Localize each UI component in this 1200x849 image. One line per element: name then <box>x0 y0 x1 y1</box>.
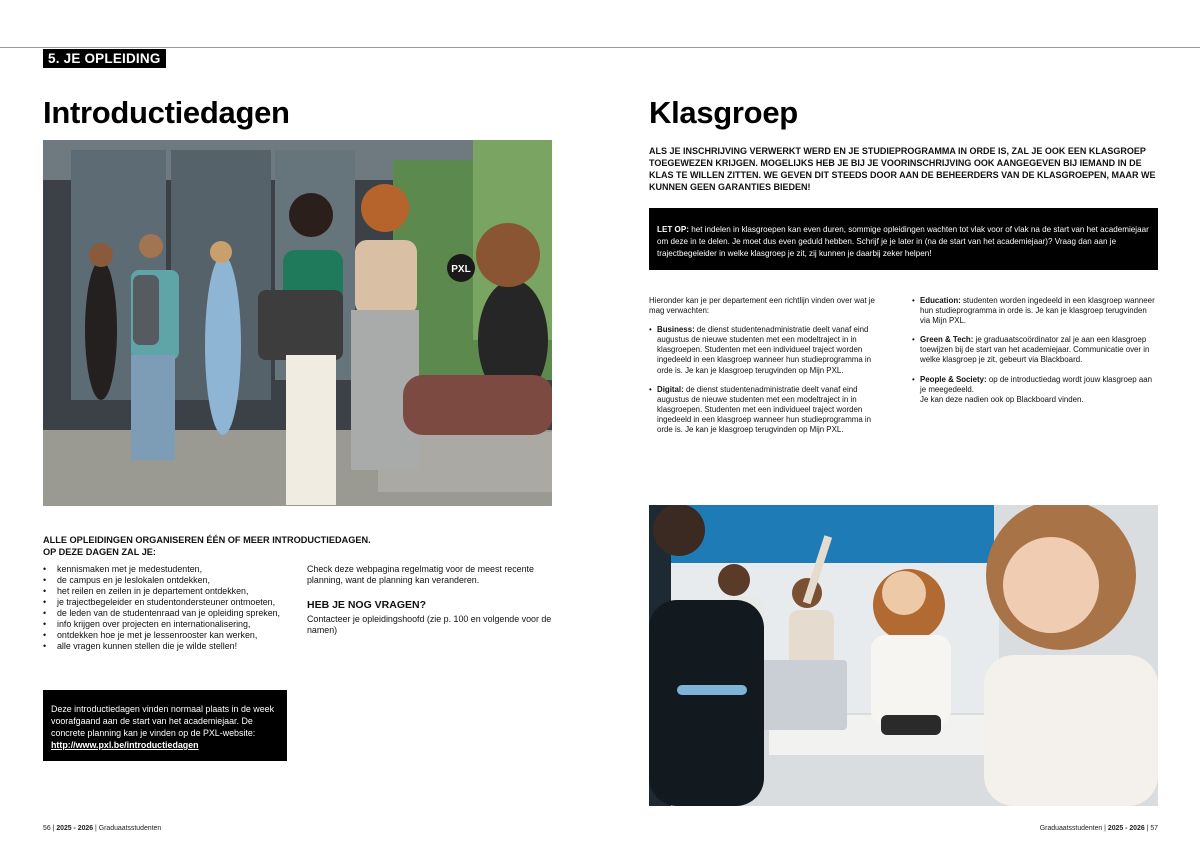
department-text: je graduaatscoördinator zal je aan een klasgroep toewijzen bij de start van het academiejaar. Communicatie over in welke klasgroep je zit, gebeurt via Blackboard. <box>920 335 1150 365</box>
faq-text: Contacteer je opleidingshoofd (zie p. 100 en volgende voor de namen) <box>307 614 552 635</box>
list-item: • kennismaken met je medestudenten, <box>43 564 288 575</box>
footer-separator: | <box>95 825 97 832</box>
list-item: • het reilen en zeilen in je departement ontdekken, <box>43 586 288 597</box>
list-item: • de campus en je leslokalen ontdekken, <box>43 575 288 586</box>
department-text: studenten worden ingedeeld in een klasgroep wanneer hun studieprogramma in orde is. Je kan je klasgroep terugvinden via Mijn PXL. <box>920 296 1155 326</box>
department-text: op de introductiedag wordt jouw klasgroep aan je meegedeeld. <box>920 374 1153 394</box>
department-name: Education: <box>920 296 961 305</box>
footer-separator: | <box>52 825 55 832</box>
list-item: • alle vragen kunnen stellen die je wilde stellen! <box>43 641 288 652</box>
department-item-people-society <box>912 375 1158 405</box>
department-item-education <box>912 296 1158 326</box>
footer-separator: | <box>1104 825 1106 832</box>
pxl-sign: PXL <box>451 264 471 275</box>
klasgroep-intro: ALS JE INSCHRIJVING VERWERKT WERD EN JE STUDIEPROGRAMMA IN ORDE IS, ZAL JE OOK EEN KLASGROEP TOEGEWEZEN KRIJGEN. MOGELIJKS HEB JE BIJ JE VOORINSCHRIJVING OOK AANGEGEVEN BIJ IEMAND IN DE KLAS TE WILLEN ZITTEN. WE GEVEN DIT STEEDS DOOR AAN DE BEHEERDERS VAN DE KLASGROEPEN, MAAR WE KUNNEN GEEN GARANTIES BIEDEN! <box>649 146 1156 192</box>
department-item-green-tech <box>912 335 1158 365</box>
intro-heading: ALLE OPLEIDINGEN ORGANISEREN ÉÉN OF MEER INTRODUCTIEDAGEN. OP DEZE DAGEN ZAL JE: <box>43 535 371 557</box>
department-item-business <box>649 325 889 375</box>
notice-box <box>649 208 1158 270</box>
department-name: Business: <box>657 325 695 335</box>
department-text: de dienst studentenadministratie deelt vanaf eind augustus de nieuwe studenten met een modeltraject in in klasgroepen. Studenten met een individueel traject worden ingedeeld in een klasgroep wanneer hun studieprogramma in orde is. Je kan je klasgroep terugvinden op Mijn PXL. <box>657 384 872 435</box>
page-title-introductiedagen: Introductiedagen <box>43 95 290 130</box>
departments-column-1 <box>649 296 889 444</box>
department-name: Digital: <box>657 384 684 394</box>
section-tag: 5. JE OPLEIDING <box>43 49 166 68</box>
page-number: 57 <box>1150 825 1158 832</box>
introductiedagen-list <box>43 564 288 652</box>
footer-label: Graduaatsstudenten <box>1039 825 1103 832</box>
top-rule <box>0 47 1200 48</box>
photo-classroom <box>649 505 1158 806</box>
departments-column-2 <box>912 296 1158 414</box>
list-item: • je trajectbegeleider en studentondersteuner ontmoeten, <box>43 597 288 608</box>
department-item-digital <box>649 385 889 435</box>
departments-intro: Hieronder kan je per departement een richtlijn vinden over wat je mag verwachten: <box>649 296 875 316</box>
introductiedagen-link[interactable]: http://www.pxl.be/introductiedagen <box>51 740 199 750</box>
footer-year: 2025 - 2026 <box>56 825 94 832</box>
footer-separator: | <box>1146 825 1149 832</box>
list-item: • info krijgen over projecten en internationalisering, <box>43 619 288 630</box>
footer-year: 2025 - 2026 <box>1107 825 1145 832</box>
list-item: • de leden van de studentenraad van je opleiding spreken, <box>43 608 288 619</box>
photo-students-outside <box>43 140 552 506</box>
faq-heading: HEB JE NOG VRAGEN? <box>307 599 427 611</box>
department-text-extra: Je kan deze nadien ook op Blackboard vinden. <box>920 394 1084 404</box>
footer-left <box>43 824 161 833</box>
planning-info-text: Deze introductiedagen vinden normaal plaats in de week voorafgaand aan de start van het academiejaar. De concrete planning kan je vinden op de PXL-website: <box>51 704 275 738</box>
department-name: People & Society: <box>920 374 987 384</box>
list-item: • ontdekken hoe je met je lessenrooster kan werken, <box>43 630 288 641</box>
page-number: 56 <box>43 825 51 832</box>
footer-right <box>1040 824 1158 833</box>
footer-label: Graduaatsstudenten <box>98 825 162 832</box>
notice-label: LET OP: <box>657 225 689 234</box>
page-title-klasgroep: Klasgroep <box>649 95 798 130</box>
department-text: de dienst studentenadministratie deelt vanaf eind augustus de nieuwe studenten met een modeltraject in in klasgroepen. Studenten met een individueel traject worden ingedeeld in een klasgroep wanneer hun studieprogramma in orde is. Je kan je klasgroep terugvinden op Mijn PXL. <box>657 325 872 375</box>
check-webpage-text: Check deze webpagina regelmatig voor de meest recente planning, want de planning kan veranderen. <box>307 564 534 585</box>
department-name: Green & Tech: <box>920 335 974 345</box>
planning-info-box <box>43 690 287 761</box>
notice-text: het indelen in klasgroepen kan even duren, sommige opleidingen wachten tot vlak voor of vlak na de start van het academiejaar om deze in te delen. Je moet dus even geduld hebben. Schrijf je je later in (na de start van het academiejaar)? Vraag dan aan je trajectbegeleider in welke klasgroep je zit, zij kunnen je daarbij zeker helpen! <box>657 225 1149 258</box>
